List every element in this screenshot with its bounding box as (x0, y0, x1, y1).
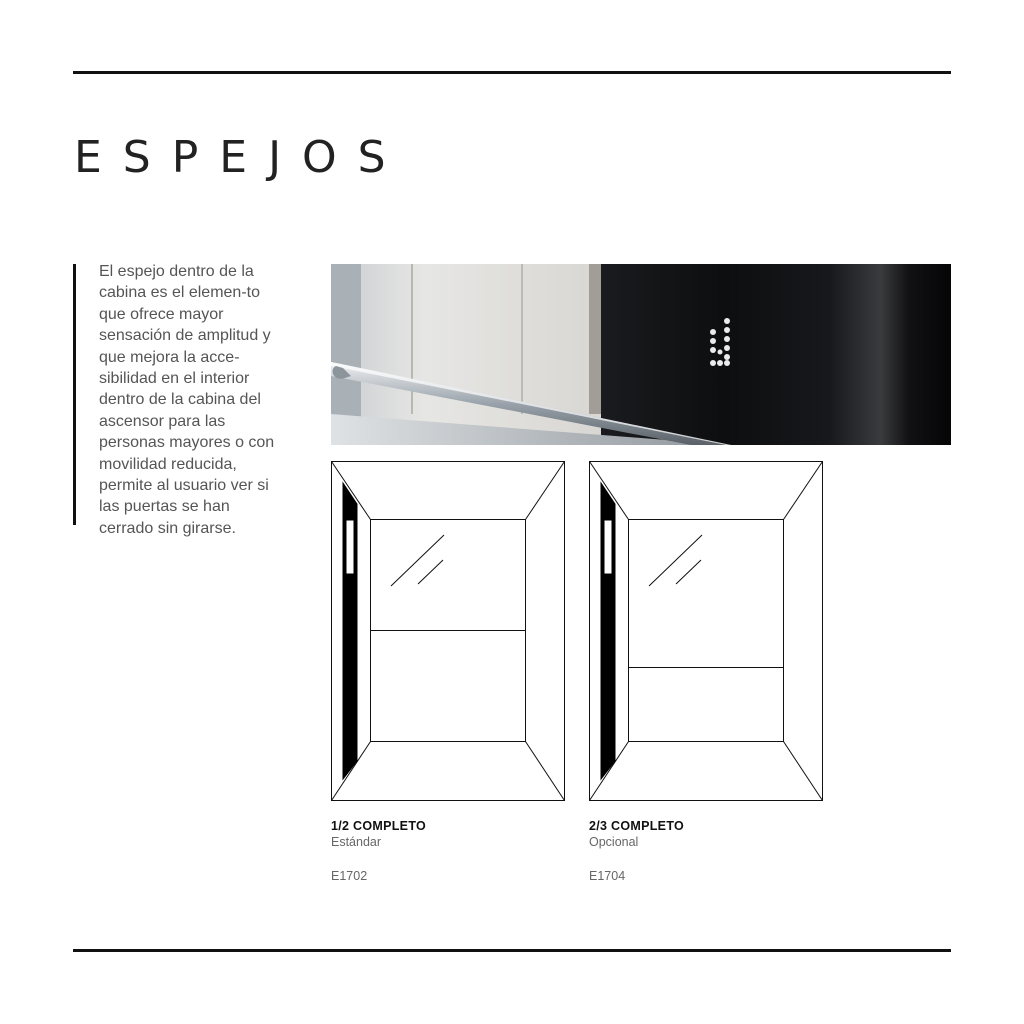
top-rule (73, 71, 951, 74)
description-accent-bar (73, 264, 76, 525)
elevator-mirror-photo (331, 264, 951, 445)
option-code: E1704 (589, 869, 626, 883)
page-title: ESPEJOS (74, 132, 407, 183)
option-subtitle: Opcional (589, 835, 639, 849)
cabin-diagram-two-thirds (589, 461, 823, 801)
bottom-rule (73, 949, 951, 952)
option-subtitle: Estándar (331, 835, 382, 849)
description-text: El espejo dentro de la cabina es el elemen-to que ofrece mayor sensación de amplitud y que mejora la acce-sibilidad en el interior dentro de la cabina del ascensor para las personas mayores o con movilidad reducida, permite al usuario ver si las puertas se han cerrado sin girarse. (99, 263, 275, 537)
option-code: E1702 (331, 869, 368, 883)
elevator-photo-illustration (331, 264, 951, 445)
cabin-diagram-half (331, 461, 565, 801)
option-caption-two-thirds (589, 819, 684, 883)
option-name: 1/2 COMPLETO (331, 819, 427, 833)
option-caption-half (331, 819, 426, 883)
option-name: 2/3 COMPLETO (589, 819, 685, 833)
